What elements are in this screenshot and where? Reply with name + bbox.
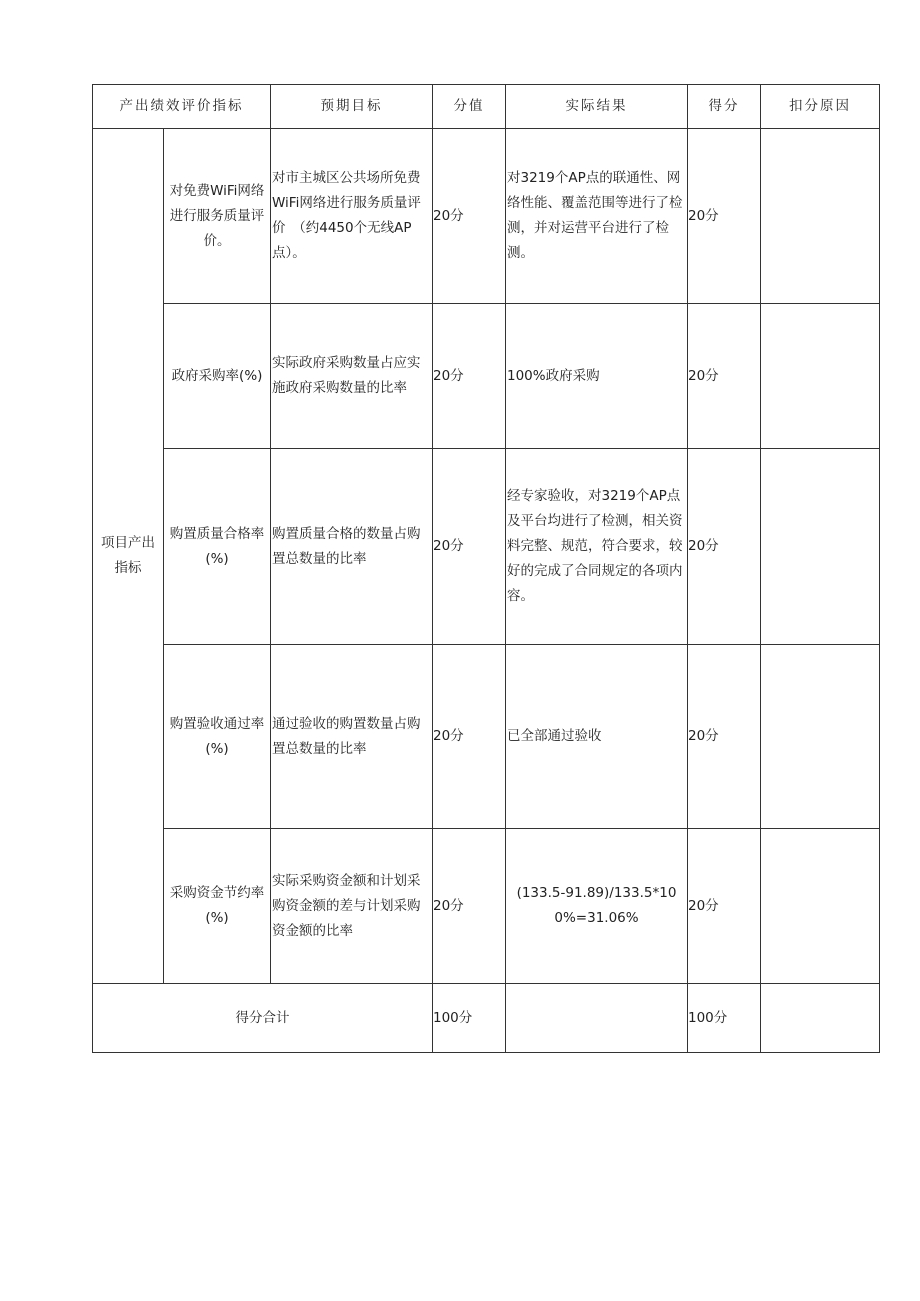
actual-result-cell: 对3219个AP点的联通性、网络性能、覆盖范围等进行了检测，并对运营平台进行了检测。 xyxy=(506,129,688,304)
actual-result-cell: 100%政府采购 xyxy=(506,304,688,449)
actual-result-cell: 已全部通过验收 xyxy=(506,645,688,829)
score-cell: 20分 xyxy=(688,304,761,449)
score-value-cell: 20分 xyxy=(433,129,506,304)
indicator-cell: 采购资金节约率(%) xyxy=(164,829,271,984)
total-row xyxy=(93,984,880,1053)
actual-result-cell: 经专家验收，对3219个AP点及平台均进行了检测，相关资料完整、规范，符合要求，较好的完成了合同规定的各项内容。 xyxy=(506,449,688,645)
score-value-cell: 20分 xyxy=(433,829,506,984)
header-target: 预期目标 xyxy=(271,85,433,129)
total-score: 100分 xyxy=(688,984,761,1053)
indicator-cell: 购置质量合格率(%) xyxy=(164,449,271,645)
indicator-cell: 对免费WiFi网络进行服务质量评价。 xyxy=(164,129,271,304)
score-cell: 20分 xyxy=(688,829,761,984)
table-row xyxy=(93,645,880,829)
score-cell: 20分 xyxy=(688,449,761,645)
header-score: 得分 xyxy=(688,85,761,129)
score-cell: 20分 xyxy=(688,129,761,304)
target-cell: 实际政府采购数量占应实施政府采购数量的比率 xyxy=(271,304,433,449)
score-cell: 20分 xyxy=(688,645,761,829)
category-cell: 项目产出指标 xyxy=(93,129,164,984)
total-actual-result xyxy=(506,984,688,1053)
table-row xyxy=(93,449,880,645)
actual-result-cell: (133.5-91.89)/133.5*100%=31.06% xyxy=(506,829,688,984)
table-row xyxy=(93,829,880,984)
table-row xyxy=(93,129,880,304)
deduction-reason-cell xyxy=(761,829,880,984)
target-cell: 通过验收的购置数量占购置总数量的比率 xyxy=(271,645,433,829)
target-cell: 购置质量合格的数量占购置总数量的比率 xyxy=(271,449,433,645)
score-value-cell: 20分 xyxy=(433,645,506,829)
deduction-reason-cell xyxy=(761,129,880,304)
target-cell: 对市主城区公共场所免费WiFi网络进行服务质量评价 （约4450个无线AP点）。 xyxy=(271,129,433,304)
deduction-reason-cell xyxy=(761,449,880,645)
performance-evaluation-table xyxy=(92,84,880,1053)
header-deduction-reason: 扣分原因 xyxy=(761,85,880,129)
indicator-cell: 政府采购率(%) xyxy=(164,304,271,449)
score-value-cell: 20分 xyxy=(433,304,506,449)
total-score-value: 100分 xyxy=(433,984,506,1053)
header-row xyxy=(93,85,880,129)
indicator-cell: 购置验收通过率(%) xyxy=(164,645,271,829)
deduction-reason-cell xyxy=(761,304,880,449)
header-actual-result: 实际结果 xyxy=(506,85,688,129)
deduction-reason-cell xyxy=(761,645,880,829)
header-score-value: 分值 xyxy=(433,85,506,129)
score-value-cell: 20分 xyxy=(433,449,506,645)
target-cell: 实际采购资金额和计划采购资金额的差与计划采购资金额的比率 xyxy=(271,829,433,984)
header-indicator: 产出绩效评价指标 xyxy=(93,85,271,129)
total-deduction-reason xyxy=(761,984,880,1053)
total-label: 得分合计 xyxy=(93,984,433,1053)
table-row xyxy=(93,304,880,449)
